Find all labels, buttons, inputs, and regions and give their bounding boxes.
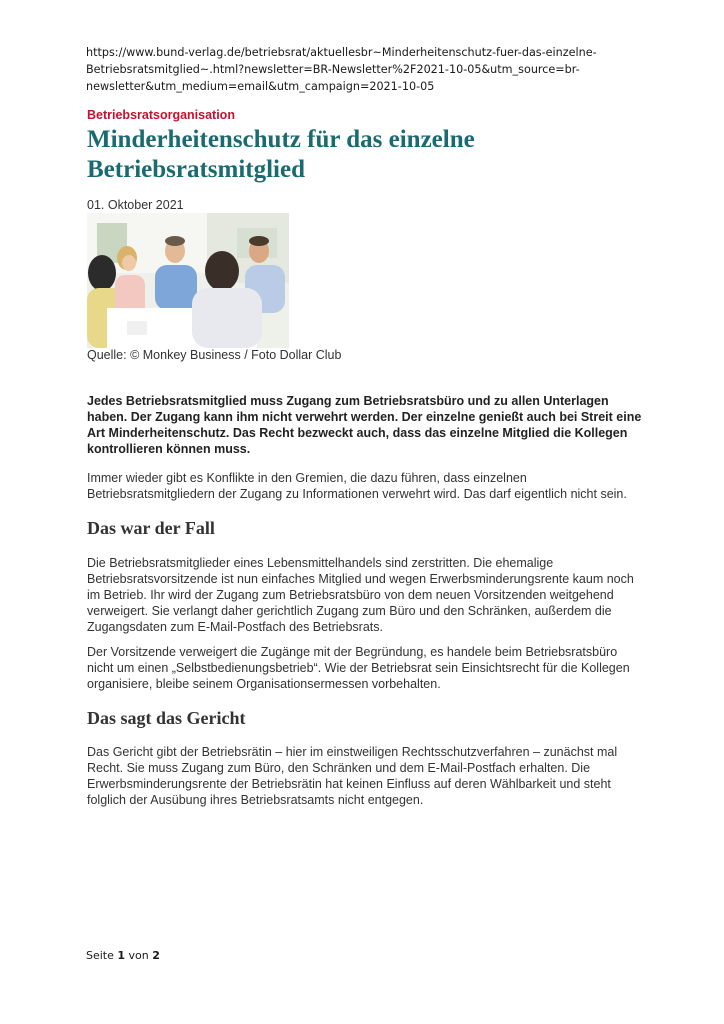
url-line-2: Betriebsratsmitglied~.html?newsletter=BR-Newsletter%2F2021-10-05&utm_source=br-: [86, 63, 580, 76]
article-title: Minderheitenschutz für das einzelne Betriebsratsmitglied: [87, 126, 475, 183]
section-heading-gericht: Das sagt das Gericht: [87, 708, 246, 728]
image-caption: Quelle: © Monkey Business / Foto Dollar Club: [87, 348, 342, 362]
section-fall-paragraph-2: Der Vorsitzende verweigert die Zugänge mit der Begründung, es handele beim Betriebsratsbüro nicht um einen „Selbstbedienungsbetrieb“. Wie der Betriebsrat sein Einsichtsrecht für die Kollegen organisiere, bleibe seinem Organisationsermessen vorbehalten.: [87, 645, 630, 691]
article-date: 01. Oktober 2021: [87, 198, 184, 212]
article-category: Betriebsratsorganisation: [87, 108, 235, 122]
section-gericht-paragraph-1: Das Gericht gibt der Betriebsrätin – hier im einstweiligen Rechtsschutzverfahren – zunächst mal Recht. Sie muss Zugang zum Büro, den Schränken und dem E-Mail-Postfach erhalten. Die Erwerbsminderungsrente der Betriebsrätin hat keinen Einfluss auf deren Wählbarkeit und steht folglich der Ausübung ihres Betriebsratsamts nicht entgegen.: [87, 745, 618, 807]
footer-page-number: 1: [117, 949, 126, 962]
url-line-3: newsletter&utm_medium=email&utm_campaign=2021-10-05: [86, 80, 435, 93]
footer-prefix: Seite: [86, 949, 114, 962]
article-intro: Immer wieder gibt es Konflikte in den Gremien, die dazu führen, dass einzelnen Betriebsratsmitgliedern der Zugang zu Informationen verwehrt wird. Das darf eigentlich nicht sein.: [87, 471, 627, 501]
section-heading-fall: Das war der Fall: [87, 518, 215, 538]
footer-of: von: [128, 949, 149, 962]
section-fall-paragraph-1: Die Betriebsratsmitglieder eines Lebensmittelhandels sind zerstritten. Die ehemalige Betriebsratsvorsitzende ist nun einfaches Mitglied und wegen Erwerbsminderungsrente kaum noch im Betrieb. Ihr wird der Zugang zum Betriebsratsbüro von dem neuen Vorsitzenden weitgehend verweigert. Sie verlangt daher gerichtlich Zugang zum Büro und den Schränken, außerdem die Zugangsdaten zum E-Mail-Postfach des Betriebsrats.: [87, 556, 634, 634]
url-line-1: https://www.bund-verlag.de/betriebsrat/aktuellesbr~Minderheitenschutz-fuer-das-einzelne-: [86, 46, 597, 59]
page-url: [86, 44, 646, 95]
article-lead: Jedes Betriebsratsmitglied muss Zugang zum Betriebsratsbüro und zu allen Unterlagen haben. Der Zugang kann ihm nicht verwehrt werden. Der einzelne genießt auch bei Streit eine Art Minderheitenschutz. Das Recht bezweckt auch, dass das einzelne Mitglied die Kollegen kontrollieren können muss.: [87, 394, 642, 456]
page-footer: [86, 949, 160, 962]
article-photo: [87, 213, 289, 348]
footer-total-pages: 2: [152, 949, 160, 962]
